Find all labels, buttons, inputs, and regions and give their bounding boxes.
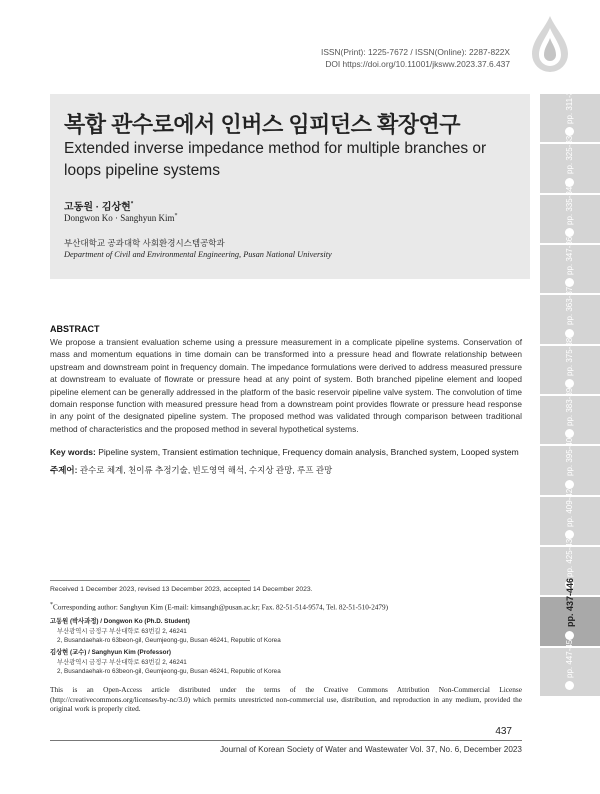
page-number: 437 — [495, 726, 512, 737]
page-tab-label: pp. 375-382 — [565, 332, 574, 376]
tab-dot-icon — [565, 681, 574, 690]
abstract-text: We propose a transient evaluation scheme using a pressure measurement in a complicate pipeline systems. Conservation of mass and momentum equations in time domain can be transformed into a pressure head and flowrate relationship between upstream and downstream point in frequency domain. The impedance formulations were derived to address measured pressure at downstream to evaluate of flowrate or pressure head at any point of system. Both branched pipeline element and looped pipeline element can be generally addressed in the platform of the basic reservoir pipeline valve system. The convolution of time domain response function with measured pressure head from a downstream point provides flowrate or pressure head response in any point of the designated pipeline system. The proposed method was validated through comparison between traditional method of characteristics and the proposed method in several hypothetical systems. — [50, 337, 522, 434]
title-block — [50, 94, 530, 279]
received-dates: Received 1 December 2023, revised 13 December 2023, accepted 14 December 2023. — [50, 586, 313, 593]
page-tab-label: pp. 311-324 — [565, 81, 574, 124]
doi-link[interactable]: DOI https://doi.org/10.11001/jksww.2023.37.6.437 — [325, 59, 510, 69]
corresponding-mark: * — [50, 602, 53, 608]
page-tab-label: pp. 425-435 — [565, 534, 574, 577]
corresponding-mark: * — [174, 213, 178, 219]
author-address-english: 2, Busandaehak-ro 63beon-gil, Geumjeong-gu, Busan 46241, Republic of Korea — [57, 637, 281, 644]
affiliation-english: Department of Civil and Environmental Engineering, Pusan National University — [64, 250, 332, 259]
page-tab-label: pp. 447-456 — [565, 634, 574, 678]
journal-citation: Journal of Korean Society of Water and Wastewater Vol. 37, No. 6, December 2023 — [219, 745, 522, 754]
title-english: Extended inverse impedance method for multiple branches or loops pipeline systems — [64, 140, 487, 179]
footer-divider — [50, 740, 522, 741]
corresponding-mark: * — [130, 201, 134, 208]
keywords — [50, 447, 530, 457]
page-range-tabs — [540, 81, 600, 696]
keywords-korean — [50, 464, 530, 476]
author-info — [50, 648, 281, 677]
author-address-korean: 부산광역시 금정구 부산대학로 63번길 2, 46241 — [57, 658, 187, 666]
authors-korean — [64, 198, 133, 213]
page-tab-label: pp. 395-408 — [565, 433, 574, 477]
keywords-label: Key words: — [50, 447, 96, 457]
authors-korean-text: 고동원 · 김상현 — [64, 202, 131, 213]
open-access-notice: This is an Open-Access article distributed under the terms of the Creative Commons Attribution Non-Commercial License (http://creativecommons.org/licenses/by-nc/3.0) which permits unrestricted non-commercial use, distribution, and reproduction in any medium, provided the original work is properly cited. — [50, 685, 522, 713]
title-korean: 복합 관수로에서 인버스 임피던스 확장연구 — [64, 112, 460, 137]
page-tab-label: pp. 409-423 — [565, 483, 574, 527]
water-drop-logo-icon — [524, 14, 576, 76]
page-tab-label: pp. 325-334 — [565, 131, 574, 175]
page-tab-label: pp. 363-373 — [565, 282, 574, 326]
corresponding-author — [50, 602, 388, 611]
page-tab[interactable] — [540, 634, 600, 696]
page-tab-label: pp. 437-446 — [565, 578, 575, 628]
abstract-heading: ABSTRACT — [50, 324, 100, 334]
authors-english — [64, 213, 178, 223]
author-info — [50, 617, 281, 646]
author-name: 고동원 (박사과정) / Dongwon Ko (Ph.D. Student) — [50, 618, 190, 625]
page-tab-label: pp. 383-394 — [565, 383, 574, 426]
journal-identifiers — [321, 46, 510, 70]
keywords-text: Pipeline system, Transient estimation technique, Frequency domain analysis, Branched system, Looped system — [98, 447, 519, 457]
page-tab-label: pp. 335-345 — [565, 181, 574, 225]
affiliation-korean: 부산대학교 공과대학 사회환경시스템공학과 — [64, 238, 225, 248]
corresponding-author-text: Corresponding author: Sanghyun Kim (E-mail: kimsangh@pusan.ac.kr; Fax. 82-51-514-9574, Tel. 82-51-510-2479) — [53, 603, 388, 612]
page-tab-label: pp. 347-361 — [565, 232, 574, 275]
author-address-korean: 부산광역시 금정구 부산대학로 63번길 2, 46241 — [57, 627, 187, 635]
author-address-english: 2, Busandaehak-ro 63beon-gil, Geumjeong-gu, Busan 46241, Republic of Korea — [57, 668, 281, 675]
author-name: 김상현 (교수) / Sanghyun Kim (Professor) — [50, 649, 172, 656]
keywords-korean-text: 관수로 체계, 천이류 추정기술, 빈도영역 해석, 수지상 관망, 루프 관망 — [79, 465, 333, 475]
authors-english-text: Dongwon Ko · Sanghyun Kim — [64, 213, 175, 223]
footnote-divider — [50, 580, 250, 581]
issn-text: ISSN(Print): 1225-7672 / ISSN(Online): 2287-822X — [321, 47, 510, 57]
keywords-korean-label: 주제어: — [50, 465, 78, 475]
